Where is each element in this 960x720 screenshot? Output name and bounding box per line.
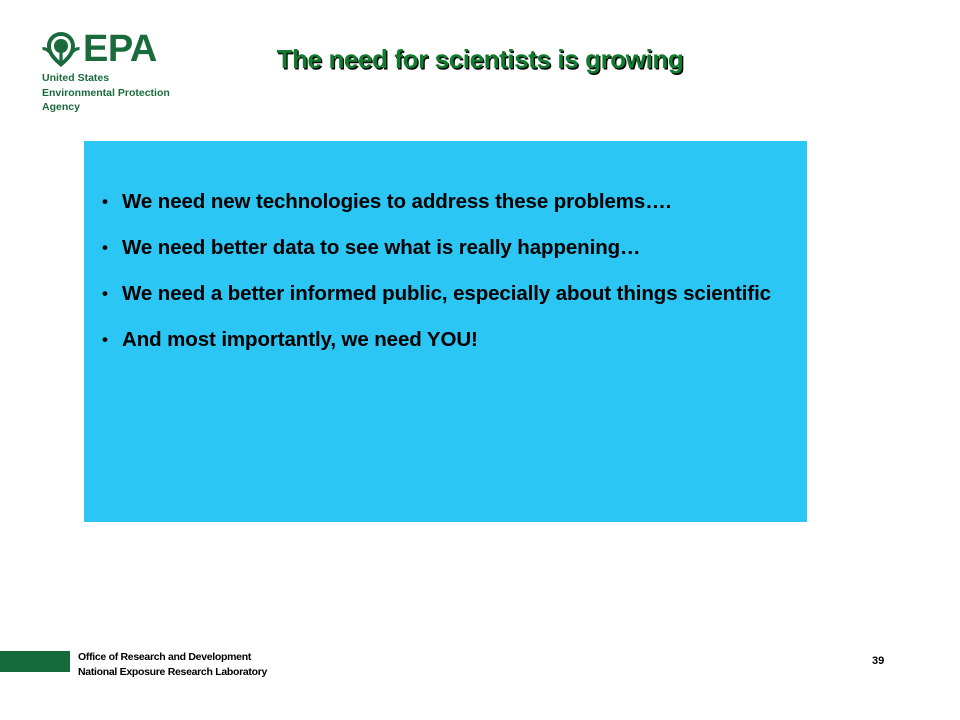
content-panel bbox=[84, 141, 807, 522]
list-item: • We need a better informed public, especially about things scientific bbox=[94, 281, 787, 307]
epa-agency-line-3: Agency bbox=[42, 101, 80, 113]
page-title: The need for scientists is growing bbox=[276, 44, 684, 74]
epa-agency-line-2: Environmental Protection bbox=[42, 86, 170, 99]
footer-line-1: Office of Research and Development bbox=[78, 651, 252, 663]
bullet-list bbox=[84, 141, 807, 353]
epa-acronym: EPA bbox=[83, 28, 157, 70]
list-item: • We need new technologies to address these problems…. bbox=[94, 189, 787, 215]
footer-text bbox=[78, 650, 267, 680]
footer-line-2: National Exposure Research Laboratory bbox=[78, 666, 268, 678]
footer-accent-bar bbox=[0, 651, 70, 672]
list-item: • We need better data to see what is really happening… bbox=[94, 235, 787, 261]
epa-agency-line-1: United States bbox=[42, 72, 110, 84]
list-item: • And most importantly, we need YOU! bbox=[94, 327, 787, 353]
slide-number: 39 bbox=[872, 655, 885, 667]
